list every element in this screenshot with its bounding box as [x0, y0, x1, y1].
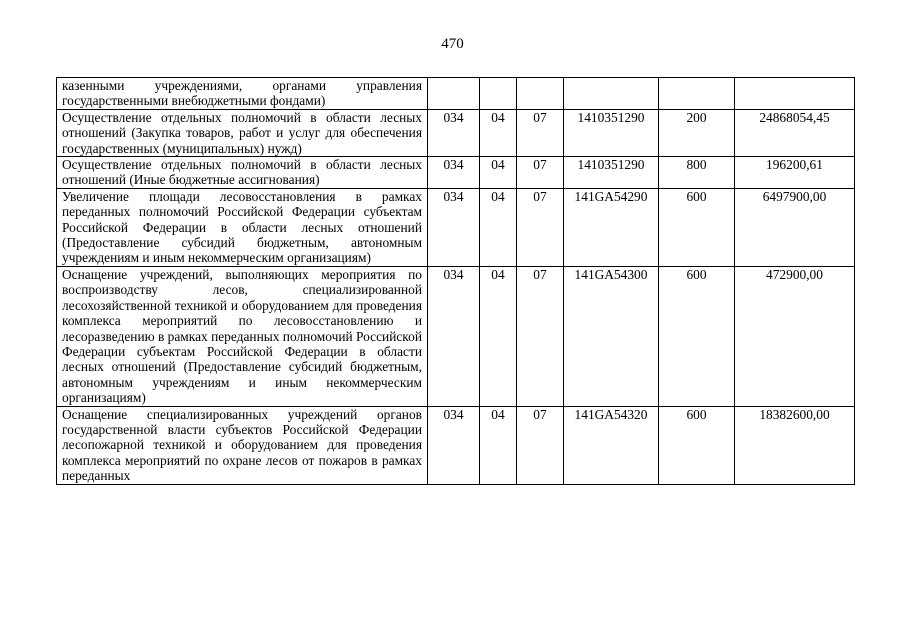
table-row	[57, 266, 855, 406]
cell-subsection-code	[517, 78, 564, 110]
cell-target-article	[564, 78, 659, 110]
cell-expense-type: 600	[659, 266, 735, 406]
table-row	[57, 157, 855, 189]
cell-section-code: 04	[480, 109, 517, 156]
cell-name: Осуществление отдельных полномочий в области лесных отношений (Закупка товаров, работ и услуг для обеспечения государственных (муниципальных) нужд)	[57, 109, 428, 156]
cell-name: Увеличение площади лесовосстановления в рамках переданных полномочий Российской Федерации субъектам Российской Федерации в области лесных отношений (Предоставление субсидий бюджетным, автономным учреждениям и иным некоммерческим организациям)	[57, 188, 428, 266]
cell-expense-type: 600	[659, 406, 735, 484]
budget-table-body	[57, 78, 855, 485]
cell-expense-type: 200	[659, 109, 735, 156]
cell-name: Осуществление отдельных полномочий в области лесных отношений (Иные бюджетные ассигнования)	[57, 157, 428, 189]
cell-amount: 18382600,00	[735, 406, 855, 484]
table-row	[57, 109, 855, 156]
cell-target-article: 1410351290	[564, 109, 659, 156]
cell-department-code: 034	[428, 266, 480, 406]
cell-name: казенными учреждениями, органами управления государственными внебюджетными фондами)	[57, 78, 428, 110]
cell-amount	[735, 78, 855, 110]
cell-amount: 6497900,00	[735, 188, 855, 266]
table-row	[57, 406, 855, 484]
cell-subsection-code: 07	[517, 406, 564, 484]
table-row	[57, 78, 855, 110]
cell-amount: 196200,61	[735, 157, 855, 189]
cell-target-article: 1410351290	[564, 157, 659, 189]
cell-target-article: 141GA54320	[564, 406, 659, 484]
cell-section-code: 04	[480, 266, 517, 406]
cell-department-code: 034	[428, 109, 480, 156]
cell-department-code: 034	[428, 157, 480, 189]
cell-section-code	[480, 78, 517, 110]
cell-department-code: 034	[428, 406, 480, 484]
cell-target-article: 141GA54290	[564, 188, 659, 266]
cell-amount: 472900,00	[735, 266, 855, 406]
cell-section-code: 04	[480, 188, 517, 266]
budget-table	[56, 77, 855, 485]
cell-expense-type	[659, 78, 735, 110]
cell-amount: 24868054,45	[735, 109, 855, 156]
table-row	[57, 188, 855, 266]
cell-expense-type: 800	[659, 157, 735, 189]
cell-section-code: 04	[480, 406, 517, 484]
cell-subsection-code: 07	[517, 266, 564, 406]
cell-subsection-code: 07	[517, 109, 564, 156]
cell-expense-type: 600	[659, 188, 735, 266]
cell-name: Оснащение учреждений, выполняющих мероприятия по воспроизводству лесов, специализированной лесохозяйственной техникой и оборудованием для проведения комплекса мероприятий по лесовосстановлению и лесоразведению в рамках переданных полномочий Российской Федерации субъектам Российской Федерации в области лесных отношений (Предоставление субсидий бюджетным, автономным учреждениям и иным некоммерческим организациям)	[57, 266, 428, 406]
cell-department-code: 034	[428, 188, 480, 266]
cell-section-code: 04	[480, 157, 517, 189]
cell-target-article: 141GA54300	[564, 266, 659, 406]
cell-department-code	[428, 78, 480, 110]
cell-subsection-code: 07	[517, 157, 564, 189]
cell-name: Оснащение специализированных учреждений органов государственной власти субъектов Российской Федерации лесопожарной техникой и оборудованием для проведения комплекса мероприятий по охране лесов от пожаров в рамках переданных	[57, 406, 428, 484]
page-number: 470	[441, 36, 464, 52]
cell-subsection-code: 07	[517, 188, 564, 266]
